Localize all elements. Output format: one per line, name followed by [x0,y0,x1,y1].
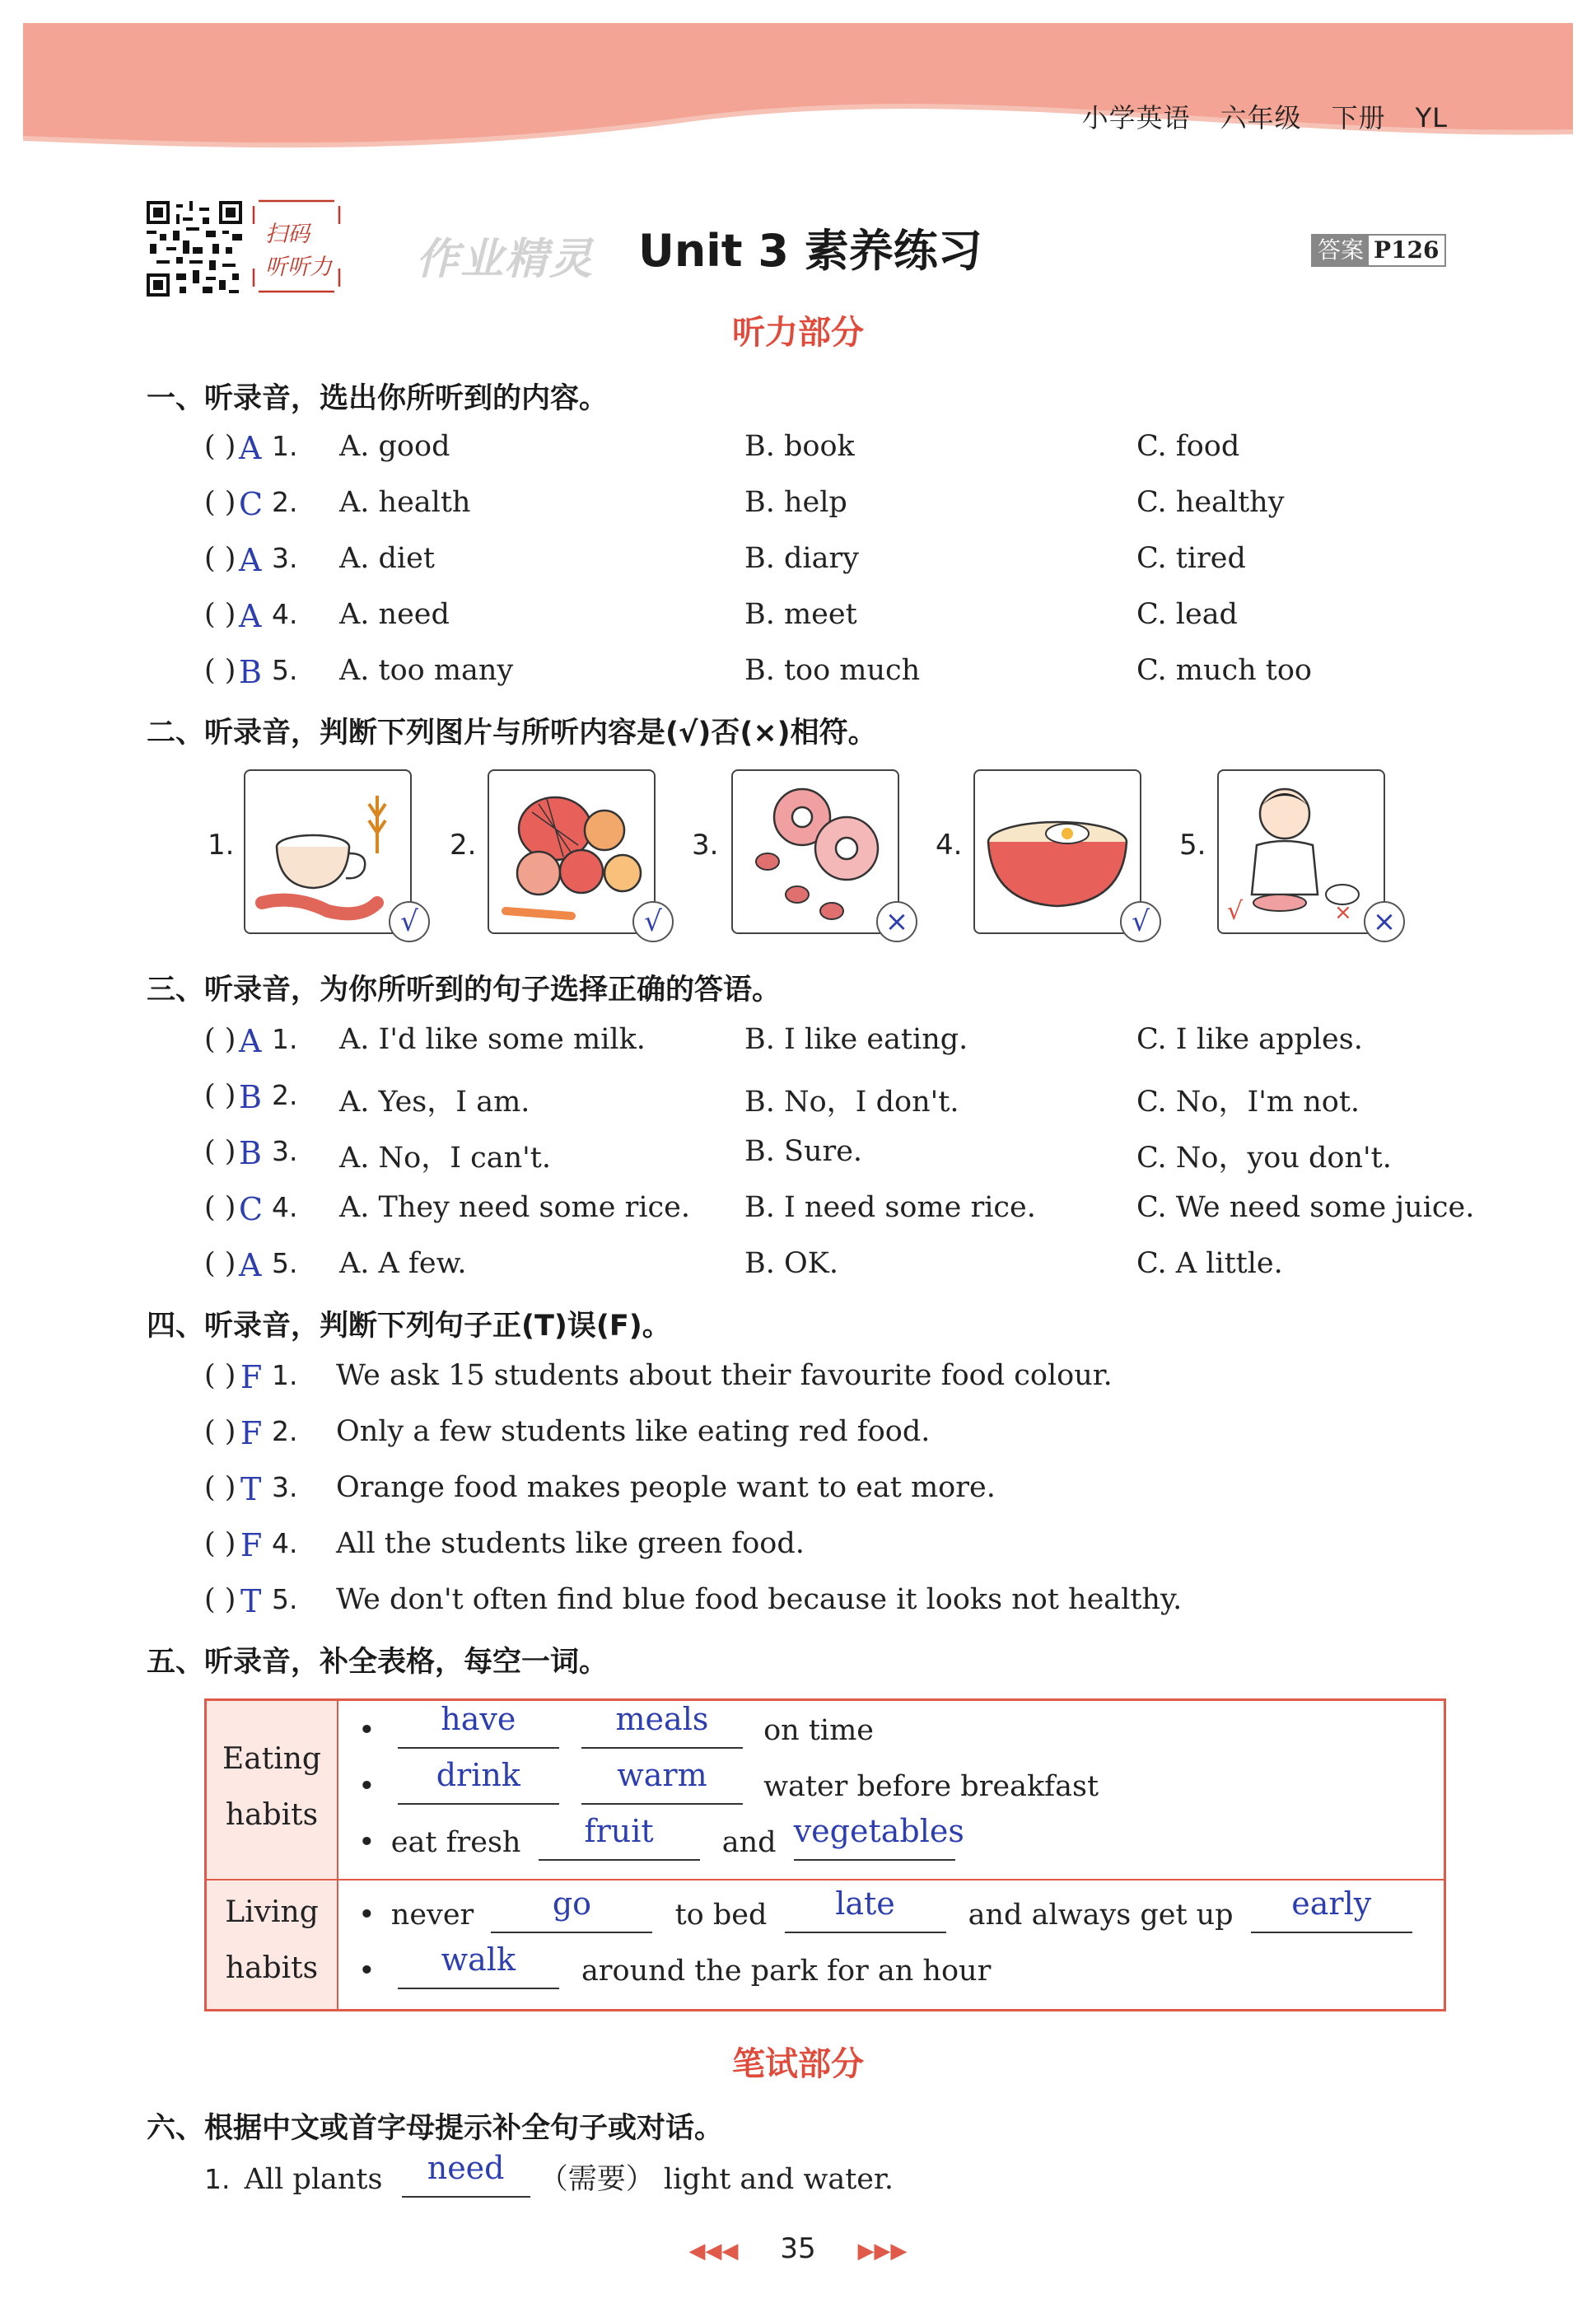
blank-answer: late [835,1885,895,1922]
option-c: C. healthy [1136,486,1285,519]
option-c: C. much too [1136,654,1312,687]
row-text: and [721,1826,777,1859]
picture-noodle-bowl [973,769,1141,934]
item-number: 5. [272,1583,298,1615]
item-number: 2. [272,1079,298,1111]
fill-blank[interactable] [581,1701,743,1749]
grade-label: 六年级 [1220,102,1302,133]
option-b: B. book [744,430,855,463]
picture-number: 1. [208,829,235,862]
living-label-1: Living [225,1895,319,1929]
answer-page: P126 [1374,236,1440,264]
fill-blank[interactable] [581,1757,743,1805]
answer-paren: ( ) [204,1359,236,1392]
option-c: C. lead [1136,598,1238,631]
habits-table [204,1698,1446,2011]
option-b: B. help [744,486,847,519]
fill-blank[interactable] [1251,1885,1412,1933]
item-number: 2. [272,1415,298,1447]
chinese-hint: （需要） [539,2163,655,2196]
judgement-badge[interactable]: √ [389,901,430,942]
item-number: 4. [272,1191,298,1223]
boy-eating-icon [1219,771,1384,932]
picture-soup-sausage [244,769,412,934]
option-a: A. A few. [339,1247,467,1280]
qr-code-icon[interactable] [147,201,242,297]
picture-boy-eating [1217,769,1385,934]
statement: Orange food makes people want to eat more. [336,1471,996,1504]
fill-blank[interactable] [785,1885,946,1933]
option-b: B. too much [744,654,921,687]
page-title: Unit 3 素养练习 [638,225,982,277]
answer-choice[interactable]: A [239,598,262,634]
option-c: C. We need some juice. [1136,1191,1475,1224]
option-b: B. diary [744,542,859,575]
option-a: A. good [339,430,450,463]
q4-item [204,1527,1489,1568]
fill-blank[interactable] [398,1941,559,1989]
q3-item [204,1079,1489,1120]
judgement-badge[interactable]: √ [1120,901,1161,942]
answer-choice[interactable]: A [239,1247,262,1283]
statement: Only a few students like eating red food. [336,1415,931,1448]
header-banner [23,23,1573,155]
item-number: 1. [272,430,298,462]
option-c: C. I like apples. [1136,1023,1363,1056]
item-number: 5. [272,1247,298,1279]
answer-paren: ( ) [204,486,236,519]
judgement-badge[interactable]: √ [632,901,674,942]
eating-label-1: Eating [222,1742,321,1776]
bullet: • [358,1770,376,1803]
answer-page-tag[interactable] [1311,234,1446,267]
page-number: 35 [780,2232,816,2265]
judgement-badge[interactable]: × [1364,901,1405,942]
answer-paren: ( ) [204,1527,236,1560]
q3-item [204,1135,1489,1176]
answer-paren: ( ) [204,430,236,463]
noodle-bowl-icon [975,771,1140,932]
writing-section-title: 笔试部分 [732,2045,864,2083]
soup-and-sausage-icon [245,771,410,932]
sentence-text: light and water. [663,2163,894,2196]
answer-paren: ( ) [204,1471,236,1504]
answer-paren: ( ) [204,598,236,631]
q4-heading: 四、听录音，判断下列句子正(T)误(F)。 [147,1310,671,1343]
answer-choice[interactable]: F [240,1359,263,1395]
answer-choice[interactable]: F [240,1527,263,1563]
answer-choice[interactable]: B [239,1135,262,1171]
q1-item [204,654,1489,695]
svg-text:×: × [1334,900,1352,925]
table-row-1 [358,1701,874,1749]
picture-number: 5. [1179,829,1206,862]
column-divider [337,1701,338,2009]
answer-paren: ( ) [204,1583,236,1616]
subject-label: 小学英语 [1081,102,1191,133]
statement: We ask 15 students about their favourite food colour. [336,1359,1113,1392]
blank-answer: warm [617,1757,707,1793]
picture-number: 3. [692,829,719,862]
blank-answer: walk [441,1941,516,1978]
watermark: 作业精灵 [416,235,595,284]
row-text: around the park for an hour [581,1955,992,1988]
row-divider [207,1879,1444,1880]
option-b: B. OK. [744,1247,838,1280]
q1-item [204,430,1489,471]
answer-paren: ( ) [204,1023,236,1056]
answer-label: 答案 [1313,236,1369,265]
item-number: 4. [272,598,298,630]
item-number: 3. [272,1135,298,1167]
svg-text:√: √ [1227,897,1244,926]
row-text: to bed [674,1899,768,1932]
living-label-2: habits [225,1951,319,1985]
blank-answer: need [427,2150,505,2186]
q4-item [204,1415,1489,1456]
row-text: and always get up [968,1899,1234,1932]
answer-choice[interactable]: C [239,1191,264,1227]
option-c: C. tired [1136,542,1246,575]
q3-item [204,1247,1489,1288]
answer-paren: ( ) [204,1135,236,1168]
edition-label: YL [1415,102,1448,133]
row-text: on time [763,1714,874,1747]
item-number: 1. [204,2163,231,2195]
table-row-5 [358,1941,992,1989]
answer-paren: ( ) [204,1247,236,1280]
picture-number: 2. [450,829,477,862]
prev-page-arrows-icon[interactable]: ◀◀◀ [688,2239,739,2264]
eating-label-cell [207,1701,337,1879]
statement: We don't often find blue food because it looks not healthy. [336,1583,1183,1616]
donuts-and-candy-icon [733,771,898,932]
bullet: • [358,1714,376,1747]
q1-item [204,486,1489,527]
answer-choice[interactable]: B [239,1079,262,1115]
row-text: water before breakfast [763,1770,1099,1803]
option-b: B. No，I don't. [744,1086,959,1119]
listening-section-title: 听力部分 [732,314,864,352]
picture-donuts-candy [731,769,899,934]
blank-answer: drink [436,1757,520,1793]
bullet: • [358,1955,376,1988]
bullet: • [358,1826,376,1859]
q3-item [204,1191,1489,1232]
answer-choice[interactable]: T [240,1471,262,1507]
option-a: A. too many [339,654,514,687]
answer-paren: ( ) [204,1415,236,1448]
volume-label: 下册 [1331,102,1386,133]
table-row-4 [358,1885,1412,1933]
answer-choice[interactable]: A [239,1023,262,1059]
answer-choice[interactable]: A [239,542,262,578]
answer-paren: ( ) [204,1079,236,1112]
blank-answer: early [1291,1885,1372,1922]
option-c: C. food [1136,430,1240,463]
scan-to-listen-label [250,198,343,295]
option-c: C. A little. [1136,1247,1283,1280]
eating-label-2: habits [225,1798,319,1832]
option-a: A. No，I can't. [339,1142,551,1175]
fill-blank[interactable] [491,1885,652,1933]
row-text: never [390,1899,474,1932]
option-c: C. No，you don't. [1136,1142,1392,1175]
option-a: A. need [339,598,450,631]
scan-line2: 听听力 [265,255,332,280]
blank-answer: vegetables [793,1813,964,1849]
fill-blank[interactable] [398,1757,559,1805]
answer-choice[interactable]: B [239,654,262,690]
item-number: 5. [272,654,298,686]
answer-choice[interactable]: A [239,430,262,466]
blank-answer: meals [615,1701,709,1737]
item-number: 3. [272,1471,298,1503]
item-number: 1. [272,1023,298,1055]
fill-blank[interactable] [402,2150,530,2198]
bullet: • [358,1899,376,1932]
scan-line1: 扫码 [265,222,310,247]
picture-fruit-vegetables [488,769,656,934]
q3-heading: 三、听录音，为你所听到的句子选择正确的答语。 [147,974,782,1007]
q6-sentence-1 [204,2150,894,2198]
q4-item [204,1471,1489,1512]
book-info [1052,97,1448,135]
option-a: A. diet [339,542,435,575]
answer-paren: ( ) [204,1191,236,1224]
q1-item [204,542,1489,583]
fill-blank[interactable] [793,1813,964,1861]
blank-answer: fruit [584,1813,654,1849]
option-b: B. I need some rice. [744,1191,1036,1224]
sentence-text: All plants [244,2163,383,2196]
answer-paren: ( ) [204,542,236,575]
q1-item [204,598,1489,639]
judgement-badge[interactable]: × [876,901,917,942]
option-a: A. Yes，I am. [339,1086,530,1119]
statement: All the students like green food. [336,1527,805,1560]
q6-heading: 六、根据中文或首字母提示补全句子或对话。 [147,2112,724,2145]
page-footer [0,2232,1596,2265]
item-number: 2. [272,486,298,518]
item-number: 4. [272,1527,298,1559]
item-number: 3. [272,542,298,574]
blank-answer: go [552,1885,592,1922]
fill-blank[interactable] [539,1813,700,1861]
q3-item [204,1023,1489,1064]
q4-item [204,1583,1489,1624]
fruit-and-vegetables-icon [489,771,654,932]
q4-item [204,1359,1489,1400]
table-row-2 [358,1757,1099,1805]
answer-choice[interactable]: C [239,486,264,522]
option-a: A. I'd like some milk. [339,1023,646,1056]
answer-choice[interactable]: T [240,1583,262,1619]
option-b: B. meet [744,598,857,631]
item-number: 1. [272,1359,298,1391]
option-a: A. health [339,486,471,519]
option-b: B. Sure. [744,1135,863,1168]
picture-number: 4. [936,829,963,862]
table-row-3 [358,1813,964,1861]
answer-choice[interactable]: F [240,1415,263,1451]
row-text: eat fresh [390,1826,521,1859]
next-page-arrows-icon[interactable]: ▶▶▶ [857,2239,908,2264]
option-a: A. They need some rice. [339,1191,690,1224]
fill-blank[interactable] [398,1701,559,1749]
option-b: B. I like eating. [744,1023,968,1056]
option-c: C. No，I'm not. [1136,1086,1360,1119]
living-label-cell [207,1880,337,2009]
q1-heading: 一、听录音，选出你所听到的内容。 [147,382,609,415]
q5-heading: 五、听录音，补全表格，每空一词。 [147,1646,609,1679]
answer-paren: ( ) [204,654,236,687]
q2-heading: 二、听录音，判断下列图片与所听内容是(√)否(×)相符。 [147,717,877,750]
blank-answer: have [441,1701,516,1737]
